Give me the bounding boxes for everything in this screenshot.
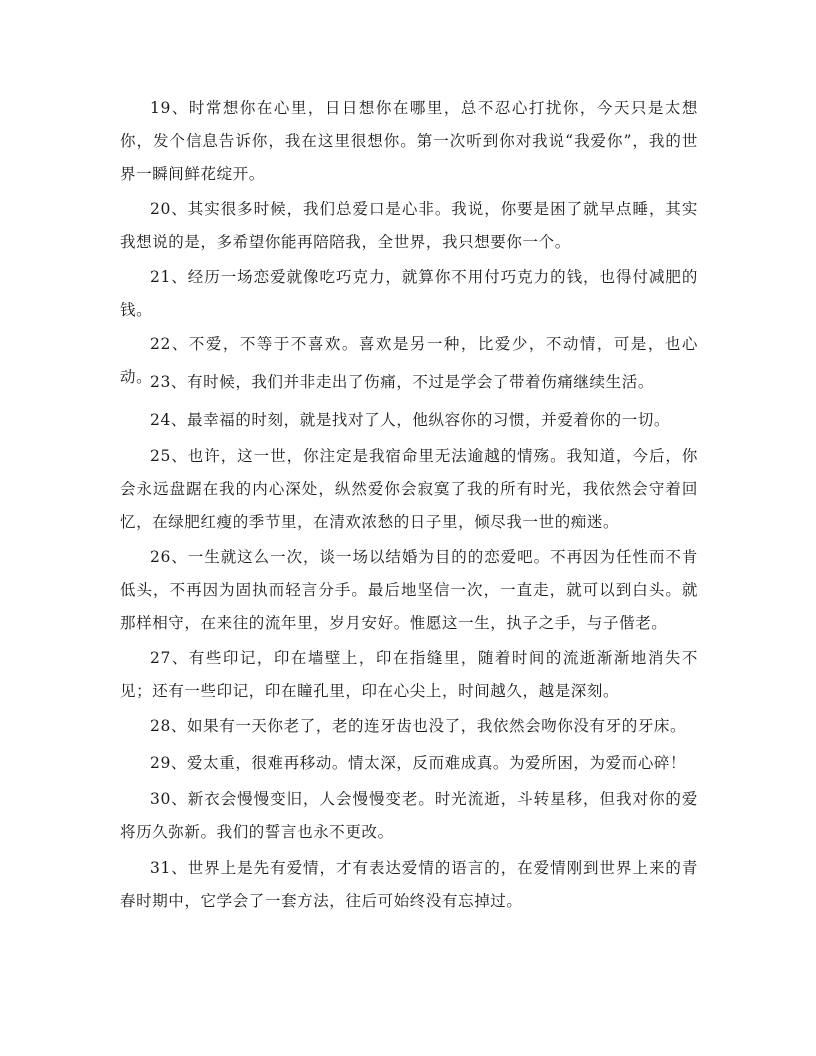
paragraph-30: 30、新衣会慢慢变旧，人会慢慢变老。时光流逝，斗转星移，但我对你的爱将历久弥新。我们的誓言也永不更改。 [120,790,698,841]
paragraph-28: 28、如果有一天你老了，老的连牙齿也没了，我依然会吻你没有牙的牙床。 [150,717,687,735]
paragraph-25: 25、也许，这一世，你注定是我宿命里无法逾越的情殇。我知道，今后，你会永远盘踞在我的内心深处，纵然爱你会寂寞了我的所有时光，我依然会守着回忆，在绿肥红瘦的季节里，在清欢浓愁的日子里，倾尽我一世的痴迷。 [120,447,698,531]
paragraph-26: 26、一生就这么一次，谈一场以结婚为目的的恋爱吧。不再因为任性而不肯低头，不再因为固执而轻言分手。最后地坚信一次，一直走，就可以到白头。就那样相守，在来往的流年里，岁月安好。惟愿这一生，执子之手，与子偕老。 [120,548,698,632]
paragraph-19: 19、时常想你在心里，日日想你在哪里，总不忍心打扰你，今天只是太想你，发个信息告诉你，我在这里很想你。第一次听到你对我说“我爱你”，我的世界一瞬间鲜花绽开。 [120,99,698,183]
paragraph-27: 27、有些印记，印在墙壁上，印在指缝里，随着时间的流逝渐渐地消失不见；还有一些印记，印在瞳孔里，印在心尖上，时间越久，越是深刻。 [120,649,698,700]
paragraph-21: 21、经历一场恋爱就像吃巧克力，就算你不用付巧克力的钱，也得付减肥的钱。 [120,268,698,319]
paragraph-29: 29、爱太重，很难再移动。情太深，反而难成真。为爱所困，为爱而心碎！ [150,754,687,772]
paragraph-22: 22、不爱，不等于不喜欢。喜欢是另一种，比爱少，不动情，可是，也心动。 [120,335,698,386]
paragraph-31: 31、世界上是先有爱情，才有表达爱情的语言的，在爱情刚到世界上来的青春时期中，它学会了一套方法，往后可始终没有忘掉过。 [120,859,698,910]
paragraph-20: 20、其实很多时候，我们总爱口是心非。我说，你要是困了就早点睡，其实我想说的是，多希望你能再陪陪我，全世界，我只想要你一个。 [120,200,698,251]
paragraph-23: 23、有时候，我们并非走出了伤痛，不过是学会了带着伤痛继续生活。 [150,373,654,391]
paragraph-24: 24、最幸福的时刻，就是找对了人，他纵容你的习惯，并爱着你的一切。 [150,411,671,429]
